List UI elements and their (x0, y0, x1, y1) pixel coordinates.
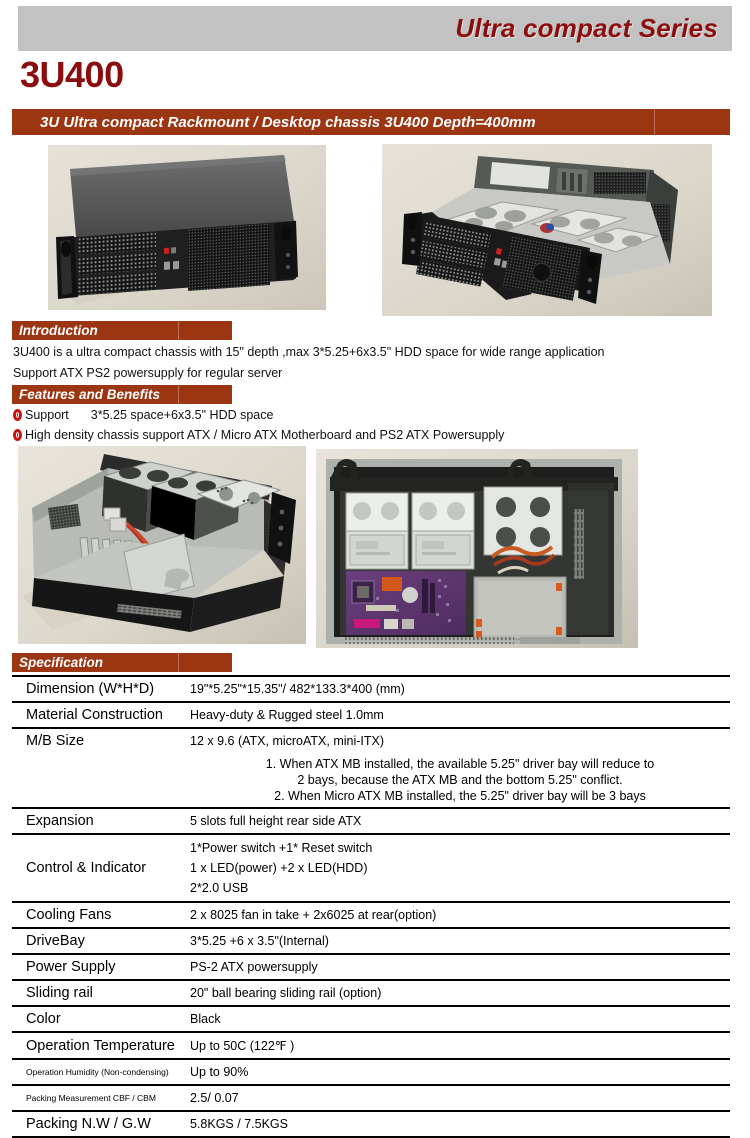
introduction-line-1: 3U400 is a ultra compact chassis with 15" depth ,max 3*5.25+6x3.5" HDD space for wide range application (13, 345, 605, 359)
spec-key: Control & Indicator (12, 834, 182, 902)
introduction-line-2: Support ATX PS2 powersupply for regular server (13, 366, 283, 380)
product-subtitle: 3U Ultra compact Rackmount / Desktop chassis 3U400 Depth=400mm (40, 113, 536, 131)
spec-value-line: 12 x 9.6 (ATX, microATX, mini-ITX) (190, 734, 385, 748)
specification-table-body (12, 676, 730, 1137)
spec-value-line: 1*Power switch +1* Reset switch (190, 841, 373, 855)
chassis-front-view-photo (48, 145, 326, 310)
spec-value-line: 2. When Micro ATX MB installed, the 5.25" driver bay will be 3 bays (274, 789, 646, 803)
spec-value (182, 980, 730, 1006)
spec-value-line: 1. When ATX MB installed, the available 5.25" driver bay will reduce to (265, 757, 655, 771)
table-row (12, 928, 730, 954)
spec-value (182, 728, 730, 753)
spec-key: DriveBay (12, 928, 182, 954)
table-row (12, 1085, 730, 1111)
table-row (12, 676, 730, 702)
feature-item (13, 428, 504, 442)
chassis-open-top-view-photo (382, 144, 712, 316)
spec-value-line: Heavy-duty & Rugged steel 1.0mm (190, 708, 384, 722)
spec-value-line: 2 bays, because the ATX MB and the bottom 5.25" conflict. (297, 773, 623, 787)
spec-value-line: 2.5/ 0.07 (190, 1091, 239, 1105)
spec-key: Operation Humidity (Non-condensing) (12, 1059, 182, 1085)
spec-value (182, 1006, 730, 1032)
spec-value (182, 928, 730, 954)
feature-detail: 3*5.25 space+6x3.5" HDD space (90, 408, 274, 422)
specification-heading: Specification (19, 655, 104, 670)
bullet-icon (13, 409, 22, 421)
spec-value-line: Black (190, 1012, 221, 1026)
spec-key: Operation Temperature (12, 1032, 182, 1059)
chassis-assembled-top-view-photo (316, 449, 638, 648)
table-row (12, 902, 730, 928)
spec-value-line: 1 x LED(power) +2 x LED(HDD) (190, 861, 368, 875)
bar-divider (178, 321, 179, 340)
spec-key: Color (12, 1006, 182, 1032)
bar-divider (654, 109, 655, 135)
feature-label: High density chassis support ATX / Micro ATX Motherboard and PS2 ATX Powersupply (25, 428, 505, 442)
spec-key: Material Construction (12, 702, 182, 728)
spec-key: Sliding rail (12, 980, 182, 1006)
introduction-heading-bar (12, 321, 232, 340)
bar-divider (178, 385, 179, 404)
table-row (12, 980, 730, 1006)
spec-value-line: 19"*5.25"*15.35"/ 482*133.3*400 (mm) (190, 682, 405, 696)
features-heading: Features and Benefits (19, 387, 161, 402)
spec-value-line: Up to 50C (122℉ ) (190, 1039, 295, 1053)
table-row (12, 1111, 730, 1137)
spec-key: Power Supply (12, 954, 182, 980)
spec-value (182, 676, 730, 702)
spec-value-line: 20" ball bearing sliding rail (option) (190, 986, 382, 1000)
spec-value (182, 1111, 730, 1137)
spec-value-line: 2 x 8025 fan in take + 2x6025 at rear(option) (190, 908, 437, 922)
product-subtitle-bar (12, 109, 730, 135)
spec-value-line: Up to 90% (190, 1065, 249, 1079)
feature-item (13, 408, 273, 422)
table-row (12, 808, 730, 834)
table-row (12, 1059, 730, 1085)
bar-divider (178, 653, 179, 672)
specification-heading-bar (12, 653, 232, 672)
table-row (12, 728, 730, 753)
spec-key (12, 753, 182, 808)
spec-key: Dimension (W*H*D) (12, 676, 182, 702)
bullet-icon (13, 429, 22, 441)
spec-value (182, 1032, 730, 1059)
spec-key: Expansion (12, 808, 182, 834)
specification-table (12, 675, 730, 1138)
table-row (12, 1032, 730, 1059)
spec-key: Cooling Fans (12, 902, 182, 928)
spec-key: M/B Size (12, 728, 182, 753)
table-row (12, 954, 730, 980)
feature-label: Support (25, 408, 69, 422)
page-title: 3U400 (20, 54, 124, 95)
spec-value (182, 1059, 730, 1085)
table-row (12, 753, 730, 808)
table-row (12, 702, 730, 728)
spec-value (182, 808, 730, 834)
spec-key: Packing Measurement CBF / CBM (12, 1085, 182, 1111)
spec-value-line: 5.8KGS / 7.5KGS (190, 1117, 288, 1131)
chassis-rear-interior-view-photo (18, 446, 306, 644)
spec-value-line: 2*2.0 USB (190, 881, 249, 895)
spec-value (182, 1085, 730, 1111)
spec-value (182, 954, 730, 980)
introduction-heading: Introduction (19, 323, 98, 338)
series-title: Ultra compact Series (455, 13, 718, 43)
spec-value (182, 753, 730, 808)
spec-value (182, 702, 730, 728)
features-heading-bar (12, 385, 232, 404)
spec-key: Packing N.W / G.W (12, 1111, 182, 1137)
spec-value (182, 902, 730, 928)
spec-value-line: 3*5.25 +6 x 3.5"(Internal) (190, 934, 329, 948)
spec-value-line: 5 slots full height rear side ATX (190, 814, 362, 828)
spec-value-line: PS-2 ATX powersupply (190, 960, 318, 974)
table-row (12, 1006, 730, 1032)
series-header-bar (18, 6, 732, 51)
table-row (12, 834, 730, 902)
spec-value (182, 834, 730, 902)
